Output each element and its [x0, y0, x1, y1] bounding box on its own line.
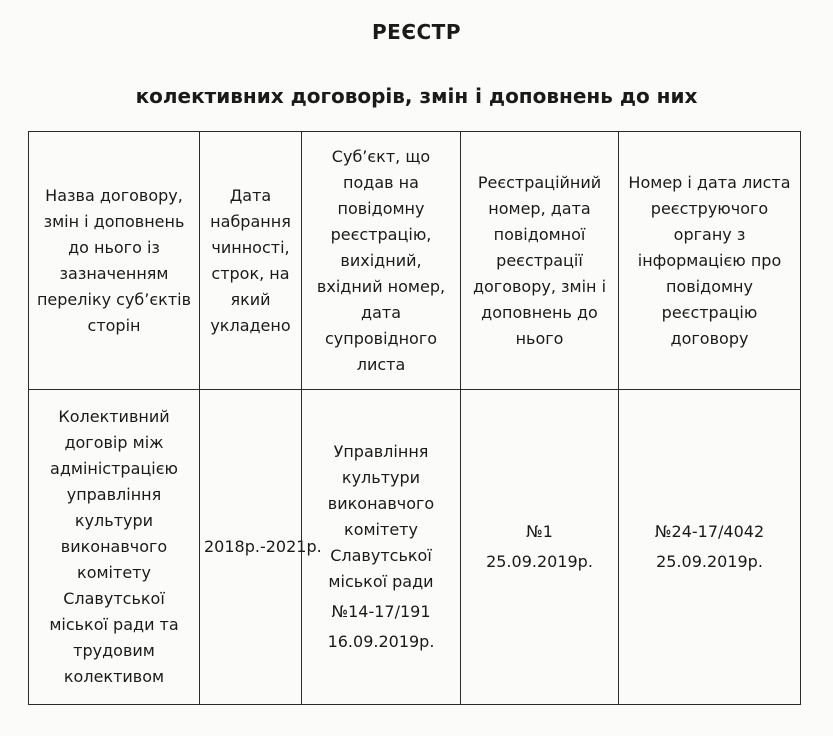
header-registration-number: Реєстраційний номер, дата повідомної реєстрації договору, змін і доповнень до нього: [461, 132, 619, 390]
subject-name: Управління культури виконавчого комітету Славутської міської ради: [327, 442, 435, 591]
table-row: [29, 390, 801, 705]
registrar-letter-date: 25.09.2019р.: [656, 552, 763, 571]
cell-registrar-letter: [619, 390, 801, 705]
cell-term: 2018р.-2021р.: [200, 390, 302, 705]
header-agreement-name: Назва договору, змін і доповнень до нього із зазначенням переліку суб’єктів сторін: [29, 132, 200, 390]
document-subtitle: колективних договорів, змін і доповнень до них: [135, 84, 698, 108]
table-header-row: [29, 132, 801, 390]
registration-number: №1: [526, 522, 553, 541]
header-registrar-letter: Номер і дата листа реєструючого органу з інформацією про повідомну реєстрацію договору: [619, 132, 801, 390]
subject-letter-number: №14-17/191: [331, 602, 431, 621]
registry-table: [28, 131, 801, 705]
subject-letter-date: 16.09.2019р.: [327, 632, 435, 651]
document-title: РЕЄСТР: [372, 20, 461, 44]
header-effective-date: Дата набрання чинності, строк, на який укладено: [200, 132, 302, 390]
cell-registration: [461, 390, 619, 705]
registration-date: 25.09.2019р.: [486, 552, 593, 571]
registrar-letter-number: №24-17/4042: [654, 522, 765, 541]
header-submitting-subject: Суб’єкт, що подав на повідомну реєстрацію, вихідний, вхідний номер, дата супровідного листа: [302, 132, 461, 390]
cell-subject: [302, 390, 461, 705]
cell-agreement-name: Колективний договір між адміністрацією управління культури виконавчого комітету Славутської міської ради та трудовим колективом: [29, 390, 200, 705]
